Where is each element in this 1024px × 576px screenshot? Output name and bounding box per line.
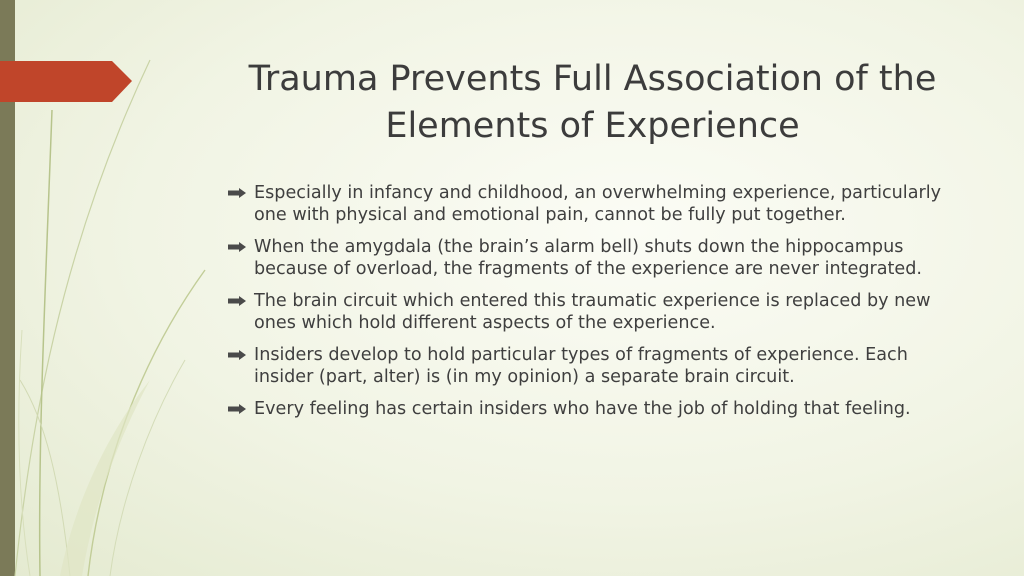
slide-title: Trauma Prevents Full Association of the Elements of Experience xyxy=(248,59,937,146)
arrow-right-icon xyxy=(228,242,246,252)
bullet-item xyxy=(228,398,956,420)
arrow-right-icon xyxy=(228,296,246,306)
bullet-text: Especially in infancy and childhood, an overwhelming experience, particularly one with physical and emotional pain, cannot be fully put together. xyxy=(254,183,942,225)
bullet-item xyxy=(228,290,956,334)
bullet-item xyxy=(228,236,956,280)
bullet-list xyxy=(228,182,956,430)
bullet-item xyxy=(228,344,956,388)
arrow-right-icon xyxy=(228,350,246,360)
accent-tab xyxy=(0,61,132,102)
arrow-right-icon xyxy=(228,404,246,414)
bullet-text: Insiders develop to hold particular types of fragments of experience. Each insider (part, alter) is (in my opinion) a separate brain circuit. xyxy=(254,345,908,387)
arrow-right-icon xyxy=(228,188,246,198)
bullet-text: When the amygdala (the brain’s alarm bell) shuts down the hippocampus because of overload, the fragments of the experience are never integrated. xyxy=(254,237,922,279)
bullet-item xyxy=(228,182,956,226)
bullet-text: Every feeling has certain insiders who have the job of holding that feeling. xyxy=(254,399,911,419)
bullet-text: The brain circuit which entered this traumatic experience is replaced by new ones which hold different aspects of the experience. xyxy=(254,291,931,333)
